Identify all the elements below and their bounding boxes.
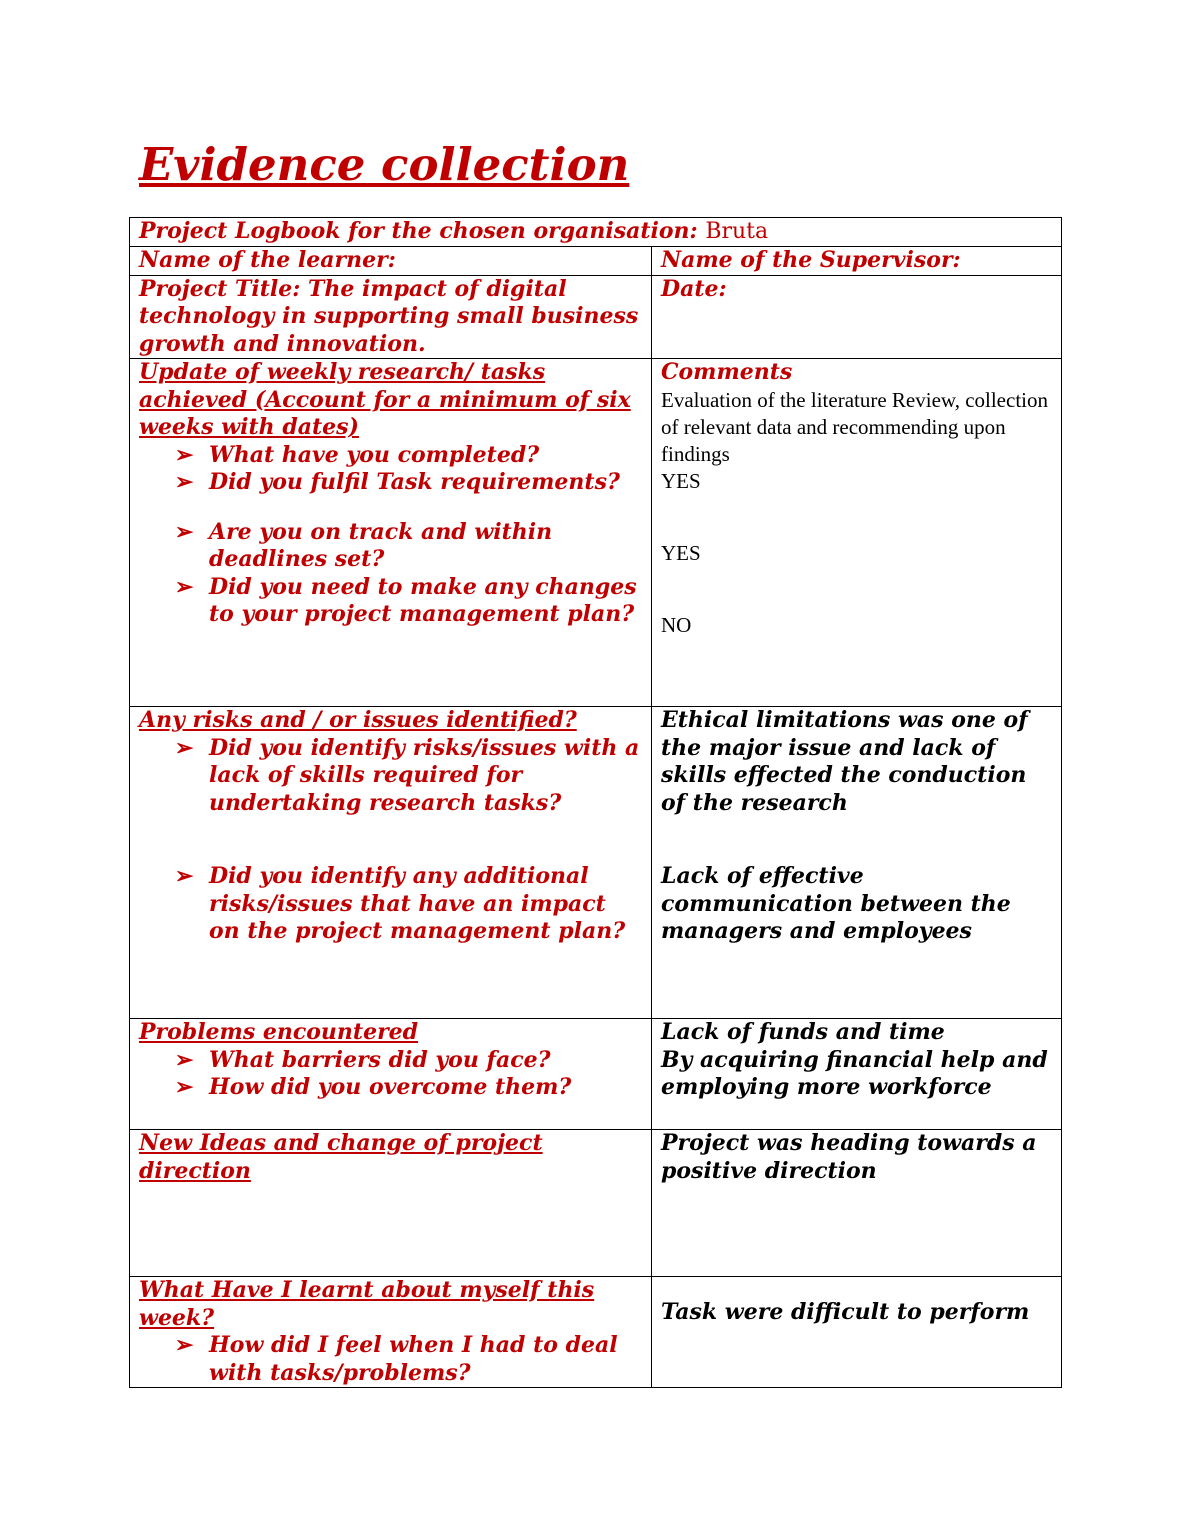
- arrow-bullet-icon: ➢: [175, 469, 194, 495]
- arrow-bullet-icon: ➢: [175, 734, 194, 761]
- weekly-heading: Update of weekly research/ tasks achieved (Account for a minimum of six weeks with dates): [139, 359, 631, 440]
- ideas-row: [130, 1130, 1062, 1277]
- problems-answer-cell: [652, 1019, 1062, 1130]
- learner-label: Name of the learner:: [130, 247, 652, 276]
- arrow-bullet-icon: ➢: [175, 863, 194, 889]
- org-label: Project Logbook for the chosen organisation:: [139, 218, 698, 244]
- list-item: ➢ How did I feel when I had to deal with tasks/problems?: [175, 1332, 618, 1386]
- learnt-answer: Task were difficult to perform: [661, 1299, 1030, 1325]
- problem-answer: Lack of funds and time: [661, 1019, 945, 1045]
- learnt-cell: [130, 1277, 652, 1388]
- page-title: Evidence collection: [139, 138, 630, 191]
- list-item: ➢ Did you fulfil Task requirements?: [175, 469, 620, 495]
- arrow-bullet-icon: ➢: [175, 1046, 194, 1073]
- weekly-cell: [130, 359, 652, 707]
- list-item: ➢ What have you completed?: [175, 441, 540, 468]
- problem-answer: By acquiring financial help and employing more workforce: [661, 1046, 1048, 1100]
- logbook-table: [129, 217, 1062, 1388]
- answer-on-track: YES: [661, 540, 701, 565]
- arrow-bullet-icon: ➢: [175, 441, 194, 468]
- project-title: Project Title: The impact of digital technology in supporting small business growth and innovation.: [130, 275, 652, 359]
- risks-row: [130, 707, 1062, 1019]
- org-cell: [130, 218, 1062, 247]
- list-item: ➢ What barriers did you face?: [175, 1046, 551, 1073]
- org-value: Bruta: [705, 219, 769, 244]
- supervisor-label: Name of the Supervisor:: [652, 247, 1062, 276]
- answer-completed: YES: [661, 468, 701, 493]
- arrow-bullet-icon: ➢: [175, 518, 194, 545]
- risk-answer: Ethical limitations was one of the major issue and lack of skills effected the conduction of the research: [661, 707, 1028, 816]
- list-item: ➢ How did you overcome them?: [175, 1074, 572, 1100]
- ideas-answer: Project was heading towards a positive direction: [652, 1130, 1062, 1277]
- date-label: Date:: [652, 275, 1062, 359]
- comments-heading: Comments: [661, 359, 793, 385]
- learnt-answer-cell: [652, 1277, 1062, 1388]
- names-row: [130, 247, 1062, 276]
- problems-questions: [139, 1047, 642, 1102]
- comments-cell: [652, 359, 1062, 707]
- problems-cell: [130, 1019, 652, 1130]
- ideas-heading: New Ideas and change of project direction: [139, 1130, 543, 1184]
- arrow-bullet-icon: ➢: [175, 573, 194, 600]
- weekly-row: [130, 359, 1062, 707]
- learnt-row: [130, 1277, 1062, 1388]
- title-row: [130, 275, 1062, 359]
- list-item: ➢ Are you on track and within deadlines set?: [175, 518, 553, 572]
- weekly-questions: [139, 442, 642, 629]
- arrow-bullet-icon: ➢: [175, 1332, 194, 1358]
- list-item: ➢ Did you identify any additional risks/issues that have an impact on the project management plan?: [175, 863, 626, 944]
- list-item: ➢ Did you identify risks/issues with a lack of skills required for undertaking research tasks?: [175, 734, 640, 816]
- header-row: [130, 218, 1062, 247]
- list-item: ➢ Did you need to make any changes to your project management plan?: [175, 573, 637, 627]
- comment-text: Evaluation of the literature Review, collection of relevant data and recommending upon findings: [661, 387, 1048, 466]
- risks-heading: Any risks and / or issues identified?: [139, 707, 577, 733]
- ideas-cell: [130, 1130, 652, 1277]
- problems-heading: Problems encountered: [139, 1019, 419, 1045]
- risks-answer-cell: [652, 707, 1062, 1019]
- answer-changes: NO: [661, 612, 692, 637]
- learnt-heading: What Have I learnt about myself this week?: [139, 1277, 595, 1331]
- arrow-bullet-icon: ➢: [175, 1074, 194, 1100]
- problems-row: [130, 1019, 1062, 1130]
- risks-questions: [139, 735, 642, 946]
- learnt-questions: [139, 1332, 642, 1387]
- risk-answer: Lack of effective communication between the managers and employees: [661, 863, 1011, 944]
- risks-cell: [130, 707, 652, 1019]
